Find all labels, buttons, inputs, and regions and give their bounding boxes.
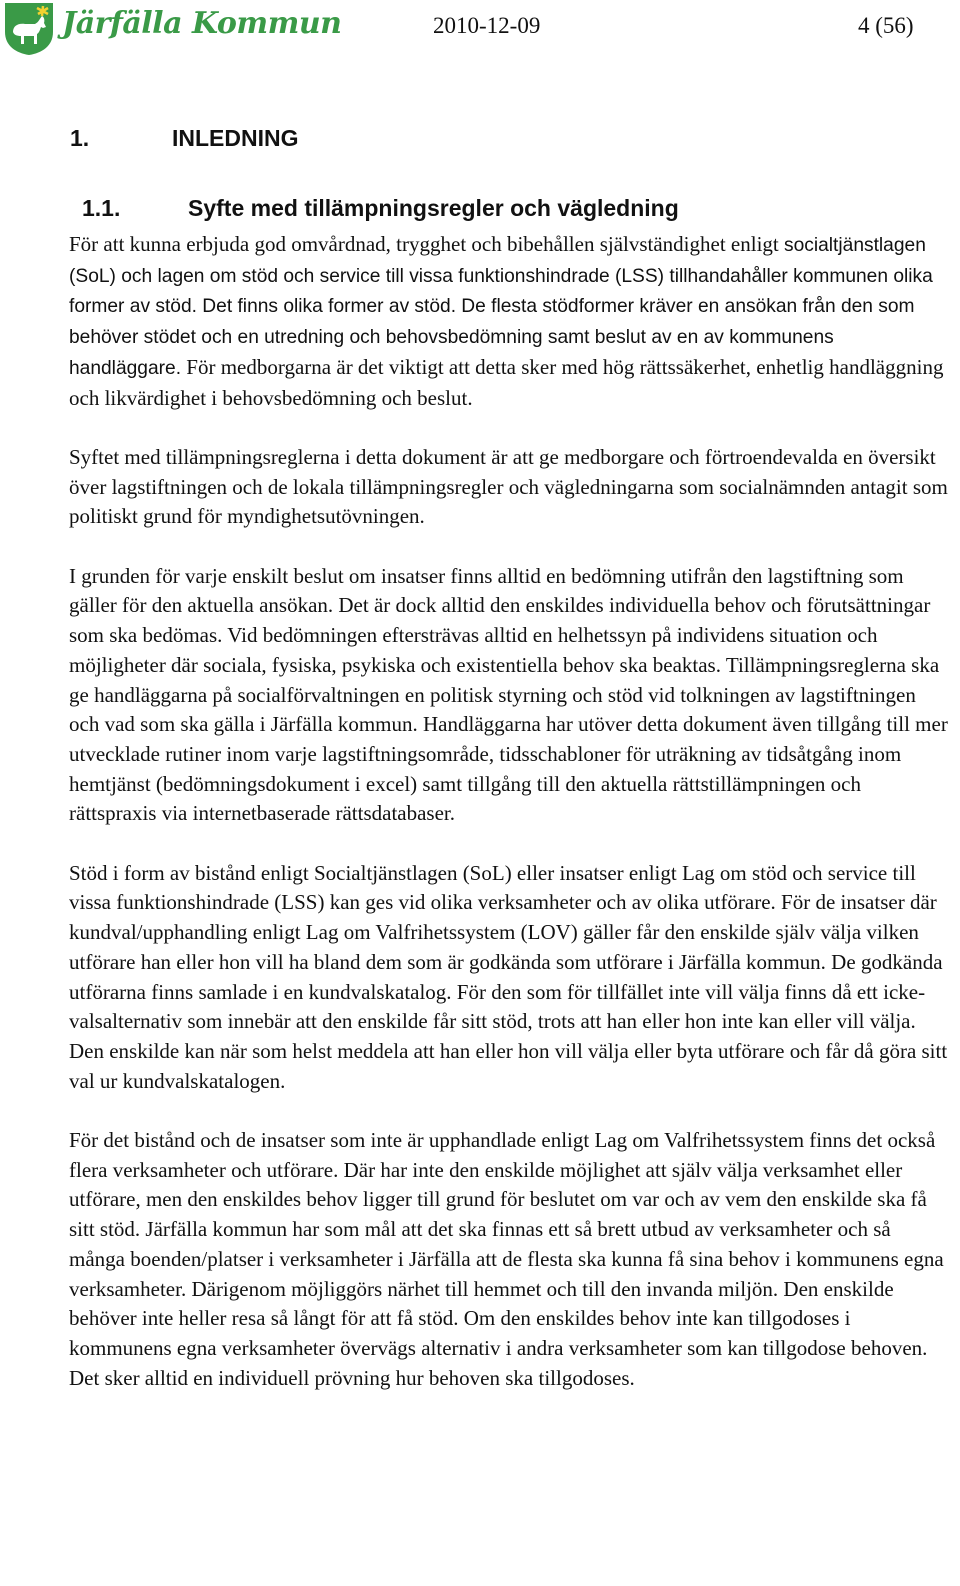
- section-heading: [70, 125, 299, 152]
- body-text: [69, 230, 950, 1393]
- text-run: socialtjänstlagen (SoL) och lagen om stöd och service till vissa funktionshindrade: [69, 235, 926, 287]
- text-run: I grunden för varje enskilt beslut om insatser finns alltid en bedömning utifrån den lagstiftning som gäller för den aktuella ansökan. Det är dock alltid den enskildes individuella behov och förutsättningar som ska bedömas. Vid bedömningen eftersträvas alltid en helhetssyn på individens situation och möjligheter där sociala, fysiska, psykiska och existentiella behov ska beaktas. Tillämpningsreglerna ska ge handläggarna på socialförvaltningen en politisk styrning och stöd vid tolkningen av lagstiftningen och vad som ska gälla i Järfälla kommun. Handläggarna har utöver detta dokument även tillgång till mer utvecklade rutiner inom varje lagstiftningsområde, tidsschabloner för uträkning av tidsåtgång inom hemtjänst (bedömningsdokument i excel) samt tillgång till den aktuella rättstillämpningen och rättspraxis via internetbaserade rättsdatabaser.: [69, 563, 948, 826]
- section-title: INLEDNING: [172, 125, 299, 151]
- subsection-number: 1.1.: [82, 195, 121, 221]
- text-run: medborgarna är det viktigt att detta sker med hög rättssäkerhet, enhetlig handläggning och likvärdighet i behovsbedömning och beslut.: [69, 354, 944, 410]
- text-run: De flesta stödformer kräver en ansökan från den som behöver stödet och en: [69, 296, 915, 349]
- text-run: Stöd i form av bistånd enligt Socialtjänstlagen (SoL) eller insatser enligt Lag om stöd och service till vissa funktionshindrade (LSS) kan ges vid olika verksamheter och av olika utförare. För de insatser där kundval/upphandling enligt Lag om Valfrihetssystem (LOV) gäller får den enskilde själv välja vilken utförare han eller hon vill ha bland dem som är godkända som utförare i Järfälla kommun. De godkända utförarna finns samlade i en kundvalskatalog. För den som för tillfället inte vill välja finns då ett icke-valsalternativ som innebär att den enskilde får sitt stöd, trots att han eller hon inte kan eller vill välja. Den enskilde kan när som helst meddela att han eller hon vill välja eller byta utförare och får då göra sitt val ur kundvalskatalogen.: [69, 860, 948, 1093]
- paragraph: [69, 1126, 950, 1393]
- paragraph: [69, 859, 950, 1097]
- paragraph: [69, 562, 950, 829]
- paragraph: [69, 230, 950, 413]
- municipality-logo-text: Järfälla Kommun: [62, 6, 342, 41]
- text-run: Syftet med tillämpningsreglerna i detta dokument är att ge medborgare och förtroendevalda en översikt över lagstiftningen och de lokala tillämpningsregler och vägledningarna som socialnämnden antagit som politiskt grund för myndighetsutövningen.: [69, 444, 948, 529]
- text-run: utredning och behovsbedömning samt beslut av en av kommunens handläggare.: [69, 327, 834, 379]
- municipal-crest-icon: [4, 2, 54, 56]
- page-header: [0, 0, 960, 60]
- paragraph: [69, 443, 950, 532]
- text-run: stöd.: [414, 296, 457, 318]
- subsection-title: Syfte med tillämpningsregler och vägledning: [188, 195, 679, 221]
- page-number: 4 (56): [858, 13, 914, 38]
- text-run: För det bistånd och de insatser som inte är upphandlade enligt Lag om Valfrihetssystem finns det också flera verksamheter och utförare. Där har inte den enskilde möjlighet att själv välja verksamhet eller utförare, men den enskildes behov ligger till grund för beslutet om var och av vem den enskilde ska få sitt stöd. Järfälla kommun har som mål att det ska finnas ett så brett utbud av verksamheter och så många boenden/platser i verksamheter i Järfälla att de flesta ska kunna få sina behov i kommunens egna verksamheter. Därigenom möjliggörs närhet till hemmet och till den invanda miljön. Den enskilde behöver inte heller resa så långt för att få stöd. Om den enskildes behov inte kan tillgodoses i kommunens egna verksamheter övervägs alternativ i andra verksamheter som kan tillgodose behoven. Det sker alltid en individuell prövning hur behoven ska tillgodoses.: [69, 1128, 944, 1390]
- text-run: För att kunna erbjuda god omvårdnad, trygghet och bibehållen självständighet enligt: [69, 232, 779, 256]
- text-run: För: [186, 354, 216, 379]
- document-date: 2010-12-09: [433, 13, 541, 38]
- section-number: 1.: [70, 125, 90, 151]
- subsection-heading: [82, 195, 679, 222]
- text-run: (LSS) tillhandahåller kommunen olika former av stöd. Det finns olika former av: [69, 265, 933, 318]
